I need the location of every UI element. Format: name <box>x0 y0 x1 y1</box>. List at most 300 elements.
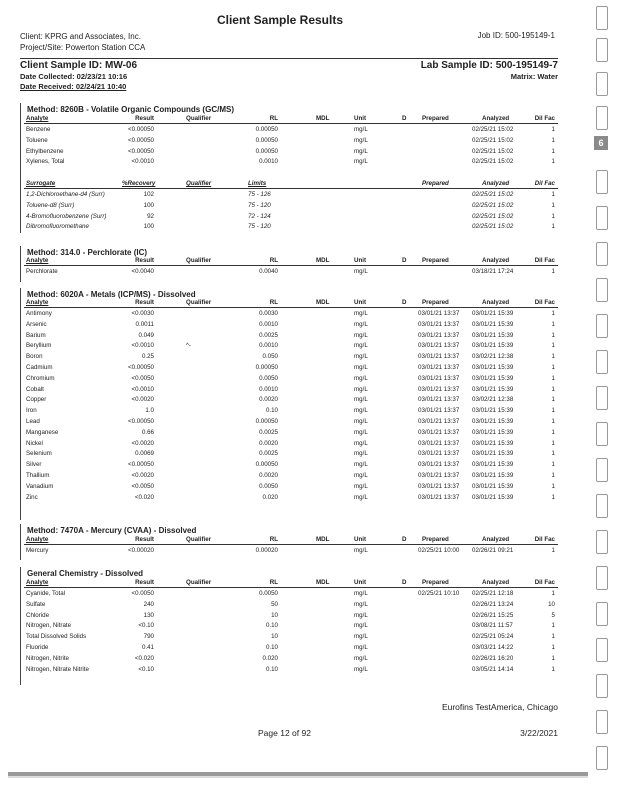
analyzed-value: 03/01/21 15:39 <box>472 450 514 458</box>
side-tab[interactable] <box>596 710 608 734</box>
analyzed-value: 03/01/21 15:39 <box>472 418 514 425</box>
side-tab[interactable] <box>596 6 608 30</box>
analyzed-value: 03/01/21 15:39 <box>472 364 514 371</box>
unit-value: mg/L <box>354 482 368 490</box>
analyzed-value: 03/01/21 15:39 <box>472 407 514 415</box>
col-header-dilfac: Dil Fac <box>534 115 555 122</box>
col-header-prepared: Prepared <box>422 257 449 264</box>
analyzed-value: 03/01/21 15:39 <box>472 439 514 447</box>
result-value: <0.00050 <box>128 126 154 133</box>
unit-value: mg/L <box>354 493 368 501</box>
col-header-prepared: Prepared <box>422 579 449 586</box>
col-header-analyte: Analyte <box>26 257 49 264</box>
rl-value: 0.00020 <box>255 547 278 554</box>
col-header-qualifier: Qualifier <box>186 299 212 306</box>
unit-value: mg/L <box>354 268 368 275</box>
side-tab[interactable] <box>596 170 608 194</box>
result-value: <0.0050 <box>131 374 154 382</box>
result-value: <0.0030 <box>131 310 154 317</box>
col-header-d: D <box>402 257 407 264</box>
rl-value: 0.10 <box>265 665 278 673</box>
col-header-analyzed: Analyzed <box>482 115 510 122</box>
col-header-rl: RL <box>269 115 278 122</box>
dilfac-value: 1 <box>551 472 555 479</box>
analyte-name: Nitrogen, Nitrite <box>26 654 69 662</box>
dilfac-value: 1 <box>551 493 555 501</box>
unit-value: mg/L <box>354 331 368 339</box>
rl-value: 0.0030 <box>259 310 278 317</box>
col-header-d: D <box>402 115 407 122</box>
method-section <box>20 246 559 282</box>
divider <box>20 58 558 59</box>
dilfac-value: 10 <box>548 600 555 608</box>
header-rule <box>24 587 558 588</box>
col-header-analyzed: Analyzed <box>482 257 510 264</box>
unit-value: mg/L <box>354 654 368 662</box>
result-value: <0.00050 <box>128 147 154 155</box>
analyte-name: Antimony <box>26 310 52 317</box>
rl-value: 0.0020 <box>259 439 278 447</box>
prepared-value: 03/01/21 13:37 <box>418 450 460 458</box>
analyte-name: Chromium <box>26 374 55 382</box>
analyte-name: Arsenic <box>26 320 47 328</box>
dilfac-value: 1 <box>551 633 555 641</box>
unit-value: mg/L <box>354 342 368 350</box>
method-title: Method: 314.0 - Perchlorate (IC) <box>27 248 148 257</box>
analyzed-value: 02/25/21 05:24 <box>472 633 514 641</box>
page-number: Page 12 of 92 <box>258 728 311 738</box>
side-tab[interactable] <box>596 638 608 662</box>
unit-value: mg/L <box>354 320 368 328</box>
col-header-prepared: Prepared <box>422 536 449 543</box>
dilfac-value: 1 <box>551 644 555 651</box>
analyte-name: Beryllium <box>26 342 52 350</box>
analyzed-value: 02/25/21 15:02 <box>472 158 514 166</box>
result-value: 0.0011 <box>135 320 154 328</box>
analyzed-value: 03/02/21 12:38 <box>472 396 514 404</box>
prepared-value: 03/01/21 13:37 <box>418 310 460 317</box>
analyte-name: Manganese <box>26 428 59 436</box>
job-id: Job ID: 500-195149-1 <box>477 31 555 40</box>
dilfac-value: 1 <box>551 428 555 436</box>
dilfac-value: 1 <box>551 310 555 317</box>
analyzed-value: 02/26/21 13:24 <box>472 600 514 608</box>
col-header-prepared: Prepared <box>422 180 449 187</box>
analyzed-value: 02/25/21 15:02 <box>472 136 514 144</box>
dilfac-value: 1 <box>551 407 555 415</box>
date-received: Date Received: 02/24/21 10:40 <box>20 82 127 91</box>
col-header-mdl: MDL <box>316 536 330 543</box>
dilfac-value: 1 <box>551 374 555 382</box>
unit-value: mg/L <box>354 450 368 458</box>
unit-value: mg/L <box>354 136 368 144</box>
method-title: Method: 7470A - Mercury (CVAA) - Dissolved <box>27 526 197 535</box>
col-header-d: D <box>402 299 407 306</box>
col-header-limits: Limits <box>248 180 267 187</box>
dilfac-value: 1 <box>551 331 555 339</box>
result-value: <0.0020 <box>131 472 154 479</box>
analyte-name: Silver <box>26 461 42 469</box>
side-tab[interactable] <box>596 206 608 230</box>
prepared-value: 03/01/21 13:37 <box>418 418 460 425</box>
col-header-analyzed: Analyzed <box>482 579 510 586</box>
unit-value: mg/L <box>354 600 368 608</box>
footer-lab-name: Eurofins TestAmerica, Chicago <box>441 702 558 712</box>
prepared-value: 03/01/21 13:37 <box>418 482 460 490</box>
analyzed-value: 03/03/21 14:22 <box>472 644 514 651</box>
analyte-name: Vanadium <box>26 482 54 490</box>
result-value: <0.0020 <box>131 439 154 447</box>
analyte-name: Fluoride <box>26 644 49 651</box>
result-value: 0.41 <box>141 644 154 651</box>
col-header-dilfac: Dil Fac <box>534 579 555 586</box>
analyzed-value: 02/25/21 15:02 <box>472 201 514 209</box>
unit-value: mg/L <box>354 364 368 371</box>
col-header-d: D <box>402 579 407 586</box>
analyte-name: Xylenes, Total <box>26 158 65 166</box>
result-value: <0.00050 <box>128 364 154 371</box>
col-header-mdl: MDL <box>316 257 330 264</box>
analyte-name: Perchlorate <box>26 268 58 275</box>
analyte-name: Boron <box>26 353 43 361</box>
rl-value: 0.0025 <box>259 331 278 339</box>
dilfac-value: 1 <box>551 418 555 425</box>
prepared-value: 03/01/21 13:37 <box>418 353 460 361</box>
analyzed-value: 03/01/21 15:39 <box>472 385 514 393</box>
col-header-rl: RL <box>269 536 278 543</box>
result-value: 0.0069 <box>135 450 154 458</box>
header-rule <box>24 307 558 308</box>
unit-value: mg/L <box>354 439 368 447</box>
side-tab[interactable] <box>596 746 608 770</box>
result-value: 0.25 <box>141 353 154 361</box>
unit-value: mg/L <box>354 622 368 630</box>
analyzed-value: 03/02/21 12:38 <box>472 353 514 361</box>
side-tabs <box>588 0 612 800</box>
side-tab[interactable] <box>596 494 608 518</box>
dilfac-value: 1 <box>551 482 555 490</box>
rl-value: 0.0010 <box>259 385 278 393</box>
col-header-analyte: Analyte <box>26 536 49 543</box>
col-header-qualifier: Qualifier <box>186 115 212 122</box>
analyte-name: Nitrogen, Nitrate Nitrite <box>26 665 89 673</box>
analyte-name: Total Dissolved Solids <box>26 633 87 641</box>
prepared-value: 03/01/21 13:37 <box>418 396 460 404</box>
dilfac-value: 1 <box>551 268 555 275</box>
analyte-name: Benzene <box>26 126 51 133</box>
rl-value: 0.10 <box>265 407 278 415</box>
sample-dates <box>20 72 127 92</box>
unit-value: mg/L <box>354 590 368 597</box>
dilfac-value: 1 <box>551 665 555 673</box>
result-value: <0.00050 <box>128 418 154 425</box>
limits-value: 75 - 120 <box>248 201 271 209</box>
col-header-unit: Unit <box>354 257 367 264</box>
analyzed-value: 03/01/21 15:39 <box>472 493 514 501</box>
rl-value: 0.10 <box>265 644 278 651</box>
limits-value: 75 - 120 <box>248 223 271 231</box>
method-title: Method: 6020A - Metals (ICP/MS) - Dissolved <box>27 290 196 299</box>
date-collected: Date Collected: 02/23/21 10:16 <box>20 72 128 81</box>
limits-value: 75 - 126 <box>248 191 271 198</box>
analyte-name: Dibromofluoromethane <box>26 223 89 231</box>
analyzed-value: 03/01/21 15:39 <box>472 374 514 382</box>
client-name: Client: KPRG and Associates, Inc. <box>20 32 141 41</box>
rl-value: 0.0020 <box>259 396 278 404</box>
analyte-name: Copper <box>26 396 47 404</box>
prepared-value: 03/01/21 13:37 <box>418 342 460 350</box>
side-tab[interactable] <box>596 242 608 266</box>
analyzed-value: 03/01/21 15:39 <box>472 428 514 436</box>
analyte-name: Lead <box>26 418 40 425</box>
side-tab[interactable] <box>596 350 608 374</box>
analyzed-value: 02/26/21 15:25 <box>472 611 514 619</box>
rl-value: 0.0040 <box>259 268 278 275</box>
side-tab[interactable] <box>596 386 608 410</box>
unit-value: mg/L <box>354 310 368 317</box>
result-value: 102 <box>143 191 154 198</box>
dilfac-value: 1 <box>551 450 555 458</box>
prepared-value: 03/01/21 13:37 <box>418 407 460 415</box>
method-title: General Chemistry - Dissolved <box>27 569 144 578</box>
result-value: <0.0010 <box>131 158 154 166</box>
analyzed-value: 03/05/21 14:14 <box>472 665 514 673</box>
col-header-rl: RL <box>269 257 278 264</box>
result-value: <0.10 <box>138 665 154 673</box>
rl-value: 0.0050 <box>259 590 278 597</box>
dilfac-value: 1 <box>551 158 555 166</box>
result-value: 130 <box>143 611 154 619</box>
side-tab[interactable] <box>596 106 608 130</box>
rl-value: 0.00050 <box>255 126 278 133</box>
result-value: <0.00050 <box>128 461 154 469</box>
analyte-name: Cadmium <box>26 364 53 371</box>
unit-value: mg/L <box>354 472 368 479</box>
prepared-value: 03/01/21 13:37 <box>418 428 460 436</box>
col-header-qualifier: Qualifier <box>186 579 212 586</box>
analyzed-value: 02/25/21 15:02 <box>472 147 514 155</box>
result-value: 0.049 <box>138 331 154 339</box>
col-header-unit: Unit <box>354 579 367 586</box>
analyte-name: Cyanide, Total <box>26 590 66 597</box>
result-value: <0.0050 <box>131 590 154 597</box>
analyzed-value: 02/25/21 15:02 <box>472 191 514 198</box>
analyzed-value: 03/01/21 15:39 <box>472 342 514 350</box>
side-tab[interactable] <box>596 314 608 338</box>
header-rule <box>24 265 558 266</box>
col-header-mdl: MDL <box>316 579 330 586</box>
header-rule <box>24 544 558 545</box>
side-tab[interactable] <box>596 566 608 590</box>
col-header-result: Result <box>135 299 154 306</box>
col-header-result: Result <box>135 536 154 543</box>
col-header-prepared: Prepared <box>422 115 449 122</box>
unit-value: mg/L <box>354 611 368 619</box>
dilfac-value: 1 <box>551 385 555 393</box>
col-header-result: Result <box>135 115 154 122</box>
prepared-value: 03/01/21 13:37 <box>418 320 460 328</box>
col-header-analyzed: Analyzed <box>482 536 510 543</box>
dilfac-value: 1 <box>551 201 555 209</box>
result-value: 100 <box>143 223 154 231</box>
result-value: 0.66 <box>141 428 154 436</box>
bottom-rule-shadow <box>8 776 588 778</box>
col-header-dilfac: Dil Fac <box>534 257 555 264</box>
dilfac-value: 1 <box>551 136 555 144</box>
side-tab[interactable] <box>596 602 608 626</box>
side-tab[interactable] <box>596 38 608 62</box>
side-tab[interactable] <box>596 72 608 96</box>
dilfac-value: 1 <box>551 461 555 469</box>
prepared-value: 03/01/21 13:37 <box>418 493 460 501</box>
col-header-d: D <box>402 536 407 543</box>
prepared-value: 03/01/21 13:37 <box>418 461 460 469</box>
prepared-value: 03/01/21 13:37 <box>418 364 460 371</box>
rl-value: 50 <box>271 600 278 608</box>
rl-value: 0.00050 <box>255 147 278 155</box>
unit-value: mg/L <box>354 126 368 133</box>
dilfac-value: 1 <box>551 547 555 554</box>
analyzed-value: 02/25/21 15:02 <box>472 126 514 133</box>
unit-value: mg/L <box>354 158 368 166</box>
unit-value: mg/L <box>354 665 368 673</box>
result-value: <0.020 <box>134 493 154 501</box>
analyzed-value: 02/26/21 09:21 <box>472 547 514 554</box>
side-tab[interactable] <box>596 458 608 482</box>
rl-value: 10 <box>271 633 278 641</box>
analyte-name: Iron <box>26 407 37 415</box>
unit-value: mg/L <box>354 374 368 382</box>
prepared-value: 02/25/21 10:00 <box>418 547 460 554</box>
unit-value: mg/L <box>354 147 368 155</box>
rl-value: 0.00050 <box>255 364 278 371</box>
analyte-name: Nickel <box>26 439 43 447</box>
prepared-value: 03/01/21 13:37 <box>418 472 460 479</box>
result-value: <0.10 <box>138 622 154 630</box>
side-tab[interactable] <box>596 530 608 554</box>
rl-value: 0.0025 <box>259 450 278 458</box>
analyte-name: Toluene <box>26 136 48 144</box>
header-rule <box>24 123 558 124</box>
col-header-mdl: MDL <box>316 115 330 122</box>
unit-value: mg/L <box>354 418 368 425</box>
col-header-unit: Unit <box>354 299 367 306</box>
col-header-result: Result <box>135 579 154 586</box>
page-title: Client Sample Results <box>216 13 344 27</box>
client-info <box>20 31 145 53</box>
result-value: 790 <box>143 633 154 641</box>
rl-value: 0.020 <box>262 493 278 501</box>
dilfac-value: 1 <box>551 353 555 361</box>
dilfac-value: 1 <box>551 147 555 155</box>
header-rule <box>24 188 558 189</box>
unit-value: mg/L <box>354 547 368 554</box>
col-header-result: Result <box>135 257 154 264</box>
unit-value: mg/L <box>354 461 368 469</box>
side-tab[interactable] <box>596 278 608 302</box>
qualifier-value: ^- <box>186 342 191 350</box>
analyzed-value: 02/26/21 16:20 <box>472 654 514 662</box>
analyte-name: Cobalt <box>26 385 44 393</box>
col-header-analyte: Analyte <box>26 299 49 306</box>
analyte-name: 4-Bromofluorobenzene (Surr) <box>26 212 107 220</box>
analyte-name: 1,2-Dichloroethane-d4 (Surr) <box>26 191 105 198</box>
col-header-analyzed: Analyzed <box>482 180 510 187</box>
rl-value: 0.0050 <box>259 482 278 490</box>
dilfac-value: 1 <box>551 654 555 662</box>
method-title: Method: 8260B - Volatile Organic Compounds (GC/MS) <box>27 105 234 114</box>
analyte-name: Zinc <box>26 493 38 501</box>
dilfac-value: 1 <box>551 396 555 404</box>
side-tab[interactable] <box>596 422 608 446</box>
result-value: <0.00050 <box>128 136 154 144</box>
unit-value: mg/L <box>354 407 368 415</box>
rl-value: 0.00050 <box>255 136 278 144</box>
analyte-name: Thallium <box>26 472 50 479</box>
unit-value: mg/L <box>354 396 368 404</box>
analyte-name: Toluene-d8 (Surr) <box>26 201 75 209</box>
matrix: Matrix: Water <box>510 72 558 81</box>
analyzed-value: 03/08/21 11:57 <box>472 622 513 630</box>
col-header-analyzed: Analyzed <box>482 299 510 306</box>
unit-value: mg/L <box>354 385 368 393</box>
col-header-dilfac: Dil Fac <box>534 299 555 306</box>
result-value: <0.020 <box>134 654 154 662</box>
analyte-name: Chloride <box>26 611 50 619</box>
unit-value: mg/L <box>354 353 368 361</box>
project-site: Project/Site: Powerton Station CCA <box>20 43 146 52</box>
analyzed-value: 03/01/21 15:39 <box>472 461 514 469</box>
col-header-analyte: Analyte <box>26 115 49 122</box>
col-header-dilfac: Dil Fac <box>534 536 555 543</box>
col-header-recovery: %Recovery <box>122 180 156 187</box>
analyzed-value: 03/01/21 15:39 <box>472 320 514 328</box>
result-value: <0.0010 <box>131 385 154 393</box>
dilfac-value: 1 <box>551 342 555 350</box>
col-header-dilfac: Dil Fac <box>534 180 555 187</box>
col-header-unit: Unit <box>354 536 367 543</box>
col-header-rl: RL <box>269 579 278 586</box>
col-header-mdl: MDL <box>316 299 330 306</box>
dilfac-value: 1 <box>551 223 555 231</box>
dilfac-value: 1 <box>551 320 555 328</box>
result-value: <0.0050 <box>131 482 154 490</box>
unit-value: mg/L <box>354 428 368 436</box>
limits-value: 72 - 124 <box>248 212 271 220</box>
rl-value: 0.10 <box>265 622 278 630</box>
rl-value: 0.0050 <box>259 374 278 382</box>
analyzed-value: 02/25/21 12:18 <box>472 590 514 597</box>
analyzed-value: 02/25/21 15:02 <box>472 223 514 231</box>
side-tab-active[interactable]: 6 <box>594 136 608 150</box>
result-value: 1.0 <box>145 407 154 415</box>
side-tab[interactable] <box>596 674 608 698</box>
col-header-surrogate: Surrogate <box>26 180 56 187</box>
col-header-qualifier: Qualifier <box>186 257 212 264</box>
dilfac-value: 1 <box>551 364 555 371</box>
analyte-name: Sulfate <box>26 600 46 608</box>
analyte-name: Nitrogen, Nitrate <box>26 622 72 630</box>
unit-value: mg/L <box>354 644 368 651</box>
rl-value: 0.0010 <box>259 320 278 328</box>
prepared-value: 02/25/21 10:10 <box>418 590 460 597</box>
col-header-qualifier: Qualifier <box>186 536 212 543</box>
analyzed-value: 03/18/21 17:24 <box>472 268 514 275</box>
dilfac-value: 1 <box>551 590 555 597</box>
rl-value: 0.00050 <box>255 418 278 425</box>
col-header-prepared: Prepared <box>422 299 449 306</box>
analyzed-value: 03/01/21 15:39 <box>472 331 514 339</box>
